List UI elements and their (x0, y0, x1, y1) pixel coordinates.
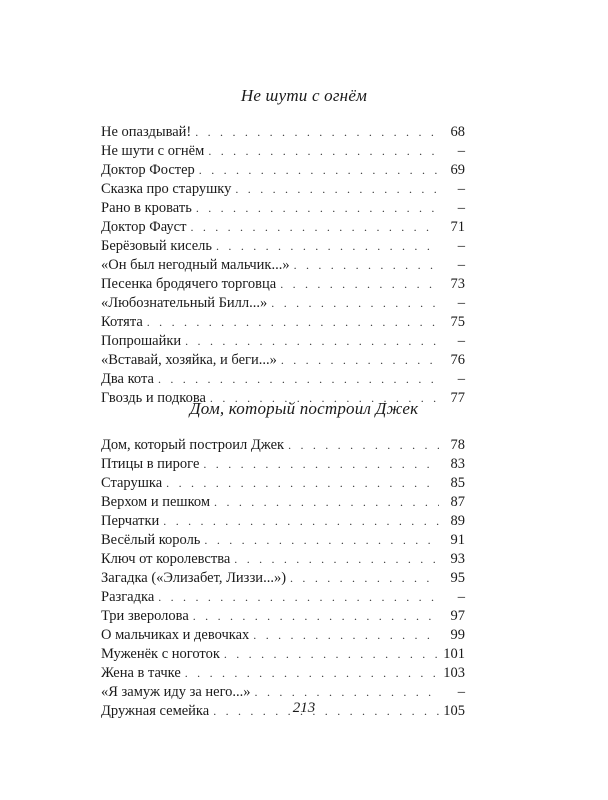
toc-entry (101, 569, 465, 588)
toc-entry-title: Котята (101, 314, 143, 330)
toc-entry-title: Ключ от королевства (101, 551, 231, 567)
dot-leader (294, 256, 439, 275)
toc-entry-page: – (457, 238, 465, 254)
toc-entry-page: 85 (450, 475, 465, 491)
toc-entry-title: «Вставай, хозяйка, и беги...» (101, 352, 277, 368)
toc-entry (101, 142, 465, 161)
toc-entry (101, 474, 465, 493)
dot-leader (235, 180, 439, 199)
toc-entry-page: 93 (450, 551, 465, 567)
toc-entry (101, 550, 465, 569)
toc-entry-title: Перчатки (101, 513, 160, 529)
toc-entry (101, 218, 465, 237)
toc-entry (101, 256, 465, 275)
toc-entry-title: «Он был негодный мальчик...» (101, 257, 290, 273)
dot-leader (163, 512, 439, 531)
dot-leader (208, 142, 439, 161)
toc-entry (101, 455, 465, 474)
toc-entry (101, 275, 465, 294)
toc-entry-page: 77 (450, 390, 465, 406)
toc-entry-page: – (457, 143, 465, 159)
toc-entry-title: «Любознательный Билл...» (101, 295, 268, 311)
toc-entry-page: 101 (443, 646, 465, 662)
toc-entry-page: 105 (443, 703, 465, 719)
toc-entry-page: – (457, 295, 465, 311)
dot-leader (185, 332, 439, 351)
toc-entry (101, 664, 465, 683)
toc-entry-title: Птицы в пироге (101, 456, 200, 472)
toc-entry-title: Верхом и пешком (101, 494, 211, 510)
toc-entry (101, 370, 465, 389)
toc-entry (101, 237, 465, 256)
dot-leader (193, 607, 439, 626)
dot-leader (166, 474, 439, 493)
toc-entry (101, 588, 465, 607)
dot-leader (216, 237, 439, 256)
toc-entry-title: Песенка бродячего торговца (101, 276, 277, 292)
toc-entry-page: – (457, 181, 465, 197)
toc-entry (101, 531, 465, 550)
toc-entry-page: 76 (450, 352, 465, 368)
toc-entry-page: 99 (450, 627, 465, 643)
toc-entry-page: 97 (450, 608, 465, 624)
dot-leader (204, 531, 439, 550)
toc-entry-page: – (457, 371, 465, 387)
dot-leader (253, 626, 439, 645)
toc-entry-page: 87 (450, 494, 465, 510)
toc-entry-page: – (457, 589, 465, 605)
toc-entry-page: – (457, 333, 465, 349)
toc-entry-title: Весёлый король (101, 532, 201, 548)
dot-leader (195, 123, 439, 142)
dot-leader (190, 218, 439, 237)
toc-entry-page: 95 (450, 570, 465, 586)
toc-entry (101, 161, 465, 180)
toc-list-1 (101, 123, 465, 408)
toc-entry-title: Два кота (101, 371, 154, 387)
toc-entry-page: – (457, 257, 465, 273)
toc-entry-page: 69 (450, 162, 465, 178)
toc-entry-title: Три зверолова (101, 608, 189, 624)
toc-entry-page: 89 (450, 513, 465, 529)
toc-entry (101, 436, 465, 455)
toc-entry (101, 332, 465, 351)
toc-entry (101, 512, 465, 531)
dot-leader (196, 199, 439, 218)
toc-entry (101, 607, 465, 626)
toc-entry-title: «Я замуж иду за него...» (101, 684, 251, 700)
page-number: 213 (292, 700, 316, 716)
toc-entry-page: 68 (450, 124, 465, 140)
dot-leader (185, 664, 439, 683)
section-title-2: Дом, который построил Джек (189, 399, 419, 418)
dot-leader (199, 161, 439, 180)
toc-entry-title: Доктор Фауст (101, 219, 187, 235)
toc-entry-page: 78 (450, 437, 465, 453)
toc-entry-page: 83 (450, 456, 465, 472)
toc-entry (101, 645, 465, 664)
toc-entry-page: 71 (450, 219, 465, 235)
toc-entry (101, 626, 465, 645)
toc-entry-title: Жена в тачке (101, 665, 181, 681)
toc-entry (101, 493, 465, 512)
toc-entry (101, 294, 465, 313)
toc-entry-title: Старушка (101, 475, 163, 491)
toc-entry-title: Берёзовый кисель (101, 238, 213, 254)
dot-leader (281, 351, 439, 370)
section-title-1: Не шути с огнём (240, 86, 368, 105)
toc-entry-page: 91 (450, 532, 465, 548)
toc-entry-page: 73 (450, 276, 465, 292)
toc-entry (101, 313, 465, 332)
toc-entry-page: 75 (450, 314, 465, 330)
toc-entry-title: Не опаздывай! (101, 124, 192, 140)
dot-leader (158, 588, 439, 607)
toc-entry-title: Доктор Фостер (101, 162, 195, 178)
toc-entry-title: Разгадка (101, 589, 155, 605)
dot-leader (288, 436, 439, 455)
toc-entry-title: Гвоздь и подкова (101, 390, 206, 406)
toc-entry-page: – (457, 200, 465, 216)
toc-entry-title: Попрошайки (101, 333, 182, 349)
dot-leader (147, 313, 439, 332)
toc-entry-title: Муженёк с ноготок (101, 646, 220, 662)
toc-entry-page: – (457, 684, 465, 700)
toc-entry-title: Сказка про старушку (101, 181, 232, 197)
dot-leader (290, 569, 439, 588)
dot-leader (158, 370, 439, 389)
toc-entry-title: О мальчиках и девочках (101, 627, 250, 643)
toc-entry-title: Дом, который построил Джек (101, 437, 285, 453)
toc-list-2 (101, 436, 465, 721)
toc-entry (101, 123, 465, 142)
toc-entry-title: Загадка («Элизабет, Лиззи...») (101, 570, 287, 586)
toc-entry (101, 351, 465, 370)
toc-entry (101, 180, 465, 199)
toc-entry-page: 103 (443, 665, 465, 681)
dot-leader (203, 455, 439, 474)
toc-entry-title: Дружная семейка (101, 703, 210, 719)
dot-leader (214, 493, 439, 512)
toc-entry-title: Рано в кровать (101, 200, 192, 216)
dot-leader (234, 550, 439, 569)
dot-leader (224, 645, 439, 664)
toc-entry (101, 199, 465, 218)
dot-leader (271, 294, 439, 313)
toc-entry-title: Не шути с огнём (101, 143, 205, 159)
dot-leader (280, 275, 439, 294)
